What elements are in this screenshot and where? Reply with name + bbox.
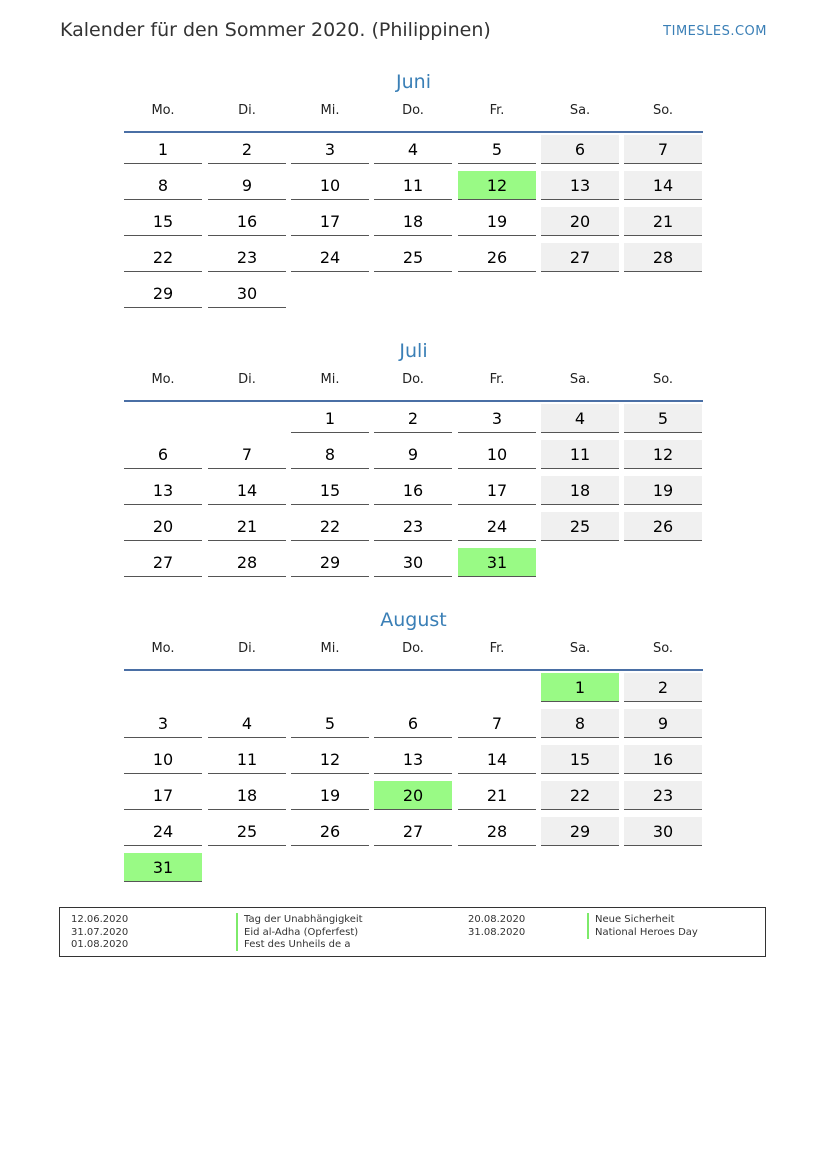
- day-cell: 28: [208, 548, 286, 577]
- day-cell: 12: [291, 745, 369, 774]
- weekday-label: Mi.: [320, 641, 340, 656]
- day-cell: 11: [208, 745, 286, 774]
- day-cell: 9: [208, 171, 286, 200]
- day-cell: 9: [624, 709, 702, 738]
- day-cell: 22: [291, 512, 369, 541]
- brand-link[interactable]: TIMESLES.COM: [663, 24, 767, 39]
- day-cell: 19: [291, 781, 369, 810]
- day-cell-holiday: 20: [374, 781, 452, 810]
- day-cell: 2: [208, 135, 286, 164]
- day-cell: 23: [624, 781, 702, 810]
- weekday-label: Do.: [402, 103, 424, 118]
- weekday-label: Di.: [238, 372, 256, 387]
- day-cell: 4: [208, 709, 286, 738]
- day-cell: 26: [291, 817, 369, 846]
- month-name: Juni: [396, 71, 431, 93]
- day-cell: 23: [208, 243, 286, 272]
- day-cell: 16: [374, 476, 452, 505]
- day-cell: 18: [208, 781, 286, 810]
- day-cell: 6: [541, 135, 619, 164]
- day-cell: 1: [124, 135, 202, 164]
- weekday-label: Fr.: [489, 103, 505, 118]
- day-cell: 8: [541, 709, 619, 738]
- month-juli: [124, 339, 703, 572]
- legend-holiday-name: Eid al-Adha (Opferfest): [236, 926, 358, 939]
- legend-date: 20.08.2020: [468, 914, 526, 925]
- header-divider: [124, 400, 703, 402]
- day-cell: 16: [624, 745, 702, 774]
- day-cell: 15: [541, 745, 619, 774]
- day-cell: 13: [124, 476, 202, 505]
- day-cell: 14: [208, 476, 286, 505]
- legend-date: 12.06.2020: [71, 914, 129, 925]
- day-cell: 29: [291, 548, 369, 577]
- weekday-label: So.: [652, 641, 674, 656]
- day-cell: 17: [291, 207, 369, 236]
- weekday-label: Mo.: [151, 641, 175, 656]
- day-cell: 6: [124, 440, 202, 469]
- weekday-label: Do.: [402, 372, 424, 387]
- day-cell: 4: [374, 135, 452, 164]
- day-cell-holiday: 31: [124, 853, 202, 882]
- page-title: Kalender für den Sommer 2020. (Philippinen): [60, 19, 491, 41]
- day-cell: 22: [124, 243, 202, 272]
- day-cell: 21: [624, 207, 702, 236]
- legend-date: 31.08.2020: [468, 926, 526, 938]
- month-name: August: [380, 609, 447, 631]
- weekday-label: Do.: [402, 641, 424, 656]
- day-cell: 14: [624, 171, 702, 200]
- day-cell: 20: [541, 207, 619, 236]
- day-cell: 3: [291, 135, 369, 164]
- day-cell: 21: [208, 512, 286, 541]
- weekday-label: Di.: [238, 103, 256, 118]
- day-cell: 7: [624, 135, 702, 164]
- day-cell: 4: [541, 404, 619, 433]
- day-cell: 11: [541, 440, 619, 469]
- weekday-header: [124, 639, 703, 673]
- day-cell: 12: [624, 440, 702, 469]
- legend-holiday-name: Neue Sicherheit: [587, 913, 675, 926]
- day-cell: 25: [374, 243, 452, 272]
- legend-date: 01.08.2020: [71, 939, 129, 950]
- day-cell: 25: [208, 817, 286, 846]
- day-cell-holiday: 31: [458, 548, 536, 577]
- day-cell: 15: [124, 207, 202, 236]
- legend-holiday-name: National Heroes Day: [587, 926, 698, 939]
- day-cell: 30: [624, 817, 702, 846]
- header-divider: [124, 131, 703, 133]
- weekday-label: So.: [652, 372, 674, 387]
- day-cell: 14: [458, 745, 536, 774]
- day-cell: 1: [291, 404, 369, 433]
- day-cell: 16: [208, 207, 286, 236]
- day-cell: 13: [374, 745, 452, 774]
- day-cell: 2: [374, 404, 452, 433]
- day-cell: 24: [458, 512, 536, 541]
- day-cell: 9: [374, 440, 452, 469]
- day-cell: 18: [374, 207, 452, 236]
- day-cell: 19: [624, 476, 702, 505]
- day-cell-holiday: 12: [458, 171, 536, 200]
- day-cell: 21: [458, 781, 536, 810]
- legend-date: 31.07.2020: [71, 926, 129, 938]
- weekday-label: Mi.: [320, 372, 340, 387]
- day-cell: 15: [291, 476, 369, 505]
- legend-holiday-name: Fest des Unheils de a: [236, 938, 350, 951]
- day-cell: 10: [458, 440, 536, 469]
- day-cell: 24: [124, 817, 202, 846]
- day-cell: 6: [374, 709, 452, 738]
- day-cell: 5: [624, 404, 702, 433]
- day-cell: 18: [541, 476, 619, 505]
- holiday-legend: [59, 907, 766, 957]
- day-cell: 29: [124, 279, 202, 308]
- day-cell: 23: [374, 512, 452, 541]
- day-cell: 19: [458, 207, 536, 236]
- day-cell: 5: [458, 135, 536, 164]
- day-cell: 13: [541, 171, 619, 200]
- month-name: Juli: [399, 340, 428, 362]
- weekday-label: Sa.: [569, 103, 591, 118]
- weekday-label: Fr.: [489, 641, 505, 656]
- weekday-header: [124, 101, 703, 135]
- day-cell: 27: [541, 243, 619, 272]
- day-cell: 20: [124, 512, 202, 541]
- day-cell: 26: [624, 512, 702, 541]
- weekday-label: Fr.: [489, 372, 505, 387]
- header-divider: [124, 669, 703, 671]
- day-cell: 26: [458, 243, 536, 272]
- day-cell: 8: [124, 171, 202, 200]
- day-cell: 10: [291, 171, 369, 200]
- legend-holiday-name: Tag der Unabhängigkeit: [236, 913, 363, 926]
- day-cell: 27: [124, 548, 202, 577]
- day-cell: 3: [124, 709, 202, 738]
- weekday-label: Di.: [238, 641, 256, 656]
- weekday-label: Sa.: [569, 641, 591, 656]
- weekday-label: Mi.: [320, 103, 340, 118]
- weekday-label: Sa.: [569, 372, 591, 387]
- day-cell: 24: [291, 243, 369, 272]
- day-cell: 29: [541, 817, 619, 846]
- weekday-label: Mo.: [151, 103, 175, 118]
- day-cell: 17: [458, 476, 536, 505]
- day-cell: 28: [624, 243, 702, 272]
- day-cell: 30: [374, 548, 452, 577]
- day-cell: 25: [541, 512, 619, 541]
- day-cell-holiday: 1: [541, 673, 619, 702]
- day-cell: 2: [624, 673, 702, 702]
- day-cell: 7: [208, 440, 286, 469]
- day-cell: 11: [374, 171, 452, 200]
- weekday-label: Mo.: [151, 372, 175, 387]
- day-cell: 7: [458, 709, 536, 738]
- month-juni: [124, 70, 703, 303]
- day-cell: 10: [124, 745, 202, 774]
- day-cell: 27: [374, 817, 452, 846]
- weekday-header: [124, 370, 703, 404]
- day-cell: 3: [458, 404, 536, 433]
- weekday-label: So.: [652, 103, 674, 118]
- day-cell: 30: [208, 279, 286, 308]
- day-cell: 22: [541, 781, 619, 810]
- day-cell: 17: [124, 781, 202, 810]
- day-cell: 8: [291, 440, 369, 469]
- day-cell: 28: [458, 817, 536, 846]
- day-cell: 5: [291, 709, 369, 738]
- month-august: [124, 608, 703, 877]
